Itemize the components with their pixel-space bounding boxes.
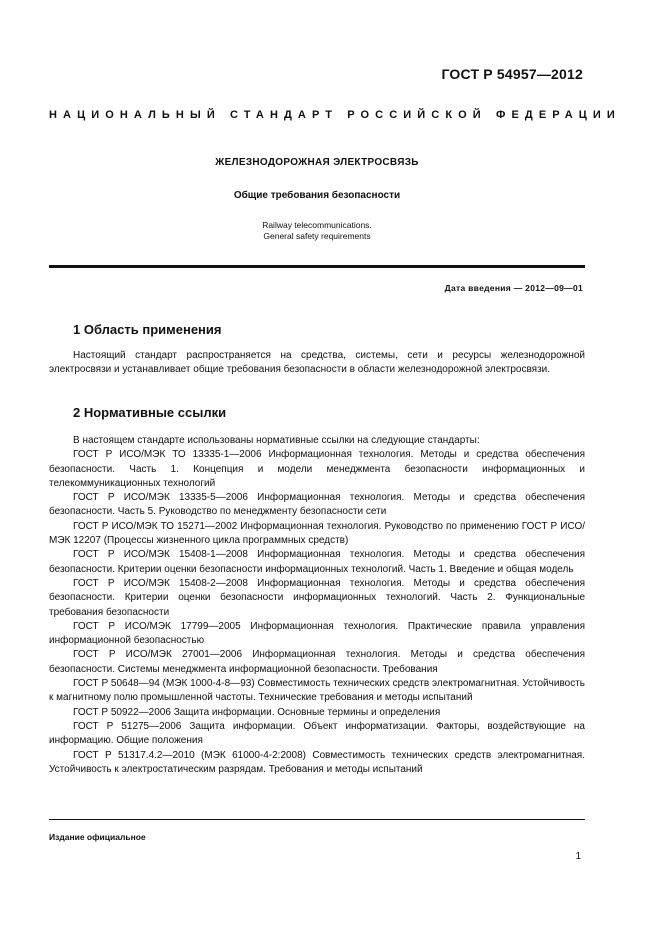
reference-item bbox=[49, 620, 585, 649]
reference-text: ГОСТ Р ИСО/МЭК 27001—2006 Информационная технология. Методы и средства обеспечения безопасности. Системы менеджмента информационной безопасности. Требования bbox=[49, 649, 585, 675]
english-title-line-1: Railway telecommunications. bbox=[262, 220, 372, 230]
document-number: ГОСТ Р 54957—2012 bbox=[441, 66, 583, 82]
reference-text: ГОСТ Р ИСО/МЭК 15408-2—2008 Информационная технология. Методы и средства обеспечения безопасности. Критерии оценки безопасности информационных технологий. Часть 2. Функциональные требования безопасности bbox=[49, 577, 585, 618]
reference-text: ГОСТ Р 50922—2006 Защита информации. Основные термины и определения bbox=[73, 706, 441, 718]
edition-label: Издание официальное bbox=[49, 832, 146, 842]
document-subtitle: Общие требования безопасности bbox=[233, 190, 401, 201]
section-1-heading: 1 Область применения bbox=[73, 322, 222, 337]
reference-item bbox=[49, 706, 585, 720]
reference-text: ГОСТ Р ИСО/МЭК 13335-5—2006 Информационная технология. Методы и средства обеспечения безопасности. Часть 5. Руководство по менеджменту безопасности сети bbox=[49, 492, 585, 518]
reference-item bbox=[49, 548, 585, 577]
references-intro-paragraph bbox=[49, 434, 585, 448]
english-title-line-2: General safety requirements bbox=[263, 231, 371, 241]
reference-item bbox=[49, 677, 585, 706]
reference-item bbox=[49, 749, 585, 778]
national-standard-banner: НАЦИОНАЛЬНЫЙ СТАНДАРТ РОССИЙСКОЙ ФЕДЕРАЦИИ bbox=[49, 109, 621, 121]
reference-text: ГОСТ Р ИСО/МЭК ТО 15271—2002 Информационная технология. Руководство по применению ГОСТ Р ИСО/МЭК 12207 (Процессы жизненного цикла программных средств) bbox=[49, 520, 585, 547]
reference-item bbox=[49, 577, 585, 620]
reference-item bbox=[49, 720, 585, 749]
reference-text: ГОСТ Р ИСО/МЭК 17799—2005 Информационная технология. Практические правила управления информационной безопасностью bbox=[49, 620, 585, 647]
reference-item bbox=[49, 491, 585, 520]
footer-divider bbox=[49, 819, 585, 820]
reference-text: ГОСТ Р 50648—94 (МЭК 1000-4-8—93) Совместимость технических средств электромагнитная. Устойчивость к магнитному полю промышленной частоты. Технические требования и методы испытаний bbox=[49, 678, 585, 704]
page-number: 1 bbox=[575, 851, 581, 862]
section-2-heading: 2 Нормативные ссылки bbox=[73, 405, 227, 420]
references-list bbox=[49, 434, 585, 777]
header-divider bbox=[49, 265, 585, 268]
reference-item bbox=[49, 520, 585, 549]
introduction-date: Дата введения — 2012—09—01 bbox=[444, 283, 583, 293]
references-intro: В настоящем стандарте использованы нормативные ссылки на следующие стандарты: bbox=[73, 435, 480, 446]
document-title: ЖЕЛЕЗНОДОРОЖНАЯ ЭЛЕКТРОСВЯЗЬ bbox=[215, 157, 419, 168]
reference-text: ГОСТ Р 51275—2006 Защита информации. Объект информатизации. Факторы, воздействующие на информацию. Общие положения bbox=[49, 720, 585, 747]
reference-item bbox=[49, 448, 585, 491]
reference-text: ГОСТ Р 51317.4.2—2010 (МЭК 61000-4-2:2008) Совместимость технических средств электромагнитная. Устойчивость к электростатическим разрядам. Требования и методы испытаний bbox=[49, 749, 585, 775]
reference-item bbox=[49, 648, 585, 677]
section-1-text: Настоящий стандарт распространяется на средства, системы, сети и ресурсы железнодорожной электросвязи и устанавливает общие требования безопасности в области железнодорожной электросвязи. bbox=[49, 350, 585, 376]
reference-text: ГОСТ Р ИСО/МЭК 15408-1—2008 Информационная технология. Методы и средства обеспечения безопасности. Критерии оценки безопасности информационных технологий. Часть 1. Введение и общая модель bbox=[49, 549, 585, 575]
section-1-paragraph bbox=[49, 349, 585, 378]
reference-text: ГОСТ Р ИСО/МЭК ТО 13335-1—2006 Информационная технология. Методы и средства обеспечения безопасности. Часть 1. Концепция и модели менеджмента безопасности информационных и телекоммуникационных технологий bbox=[49, 449, 585, 489]
